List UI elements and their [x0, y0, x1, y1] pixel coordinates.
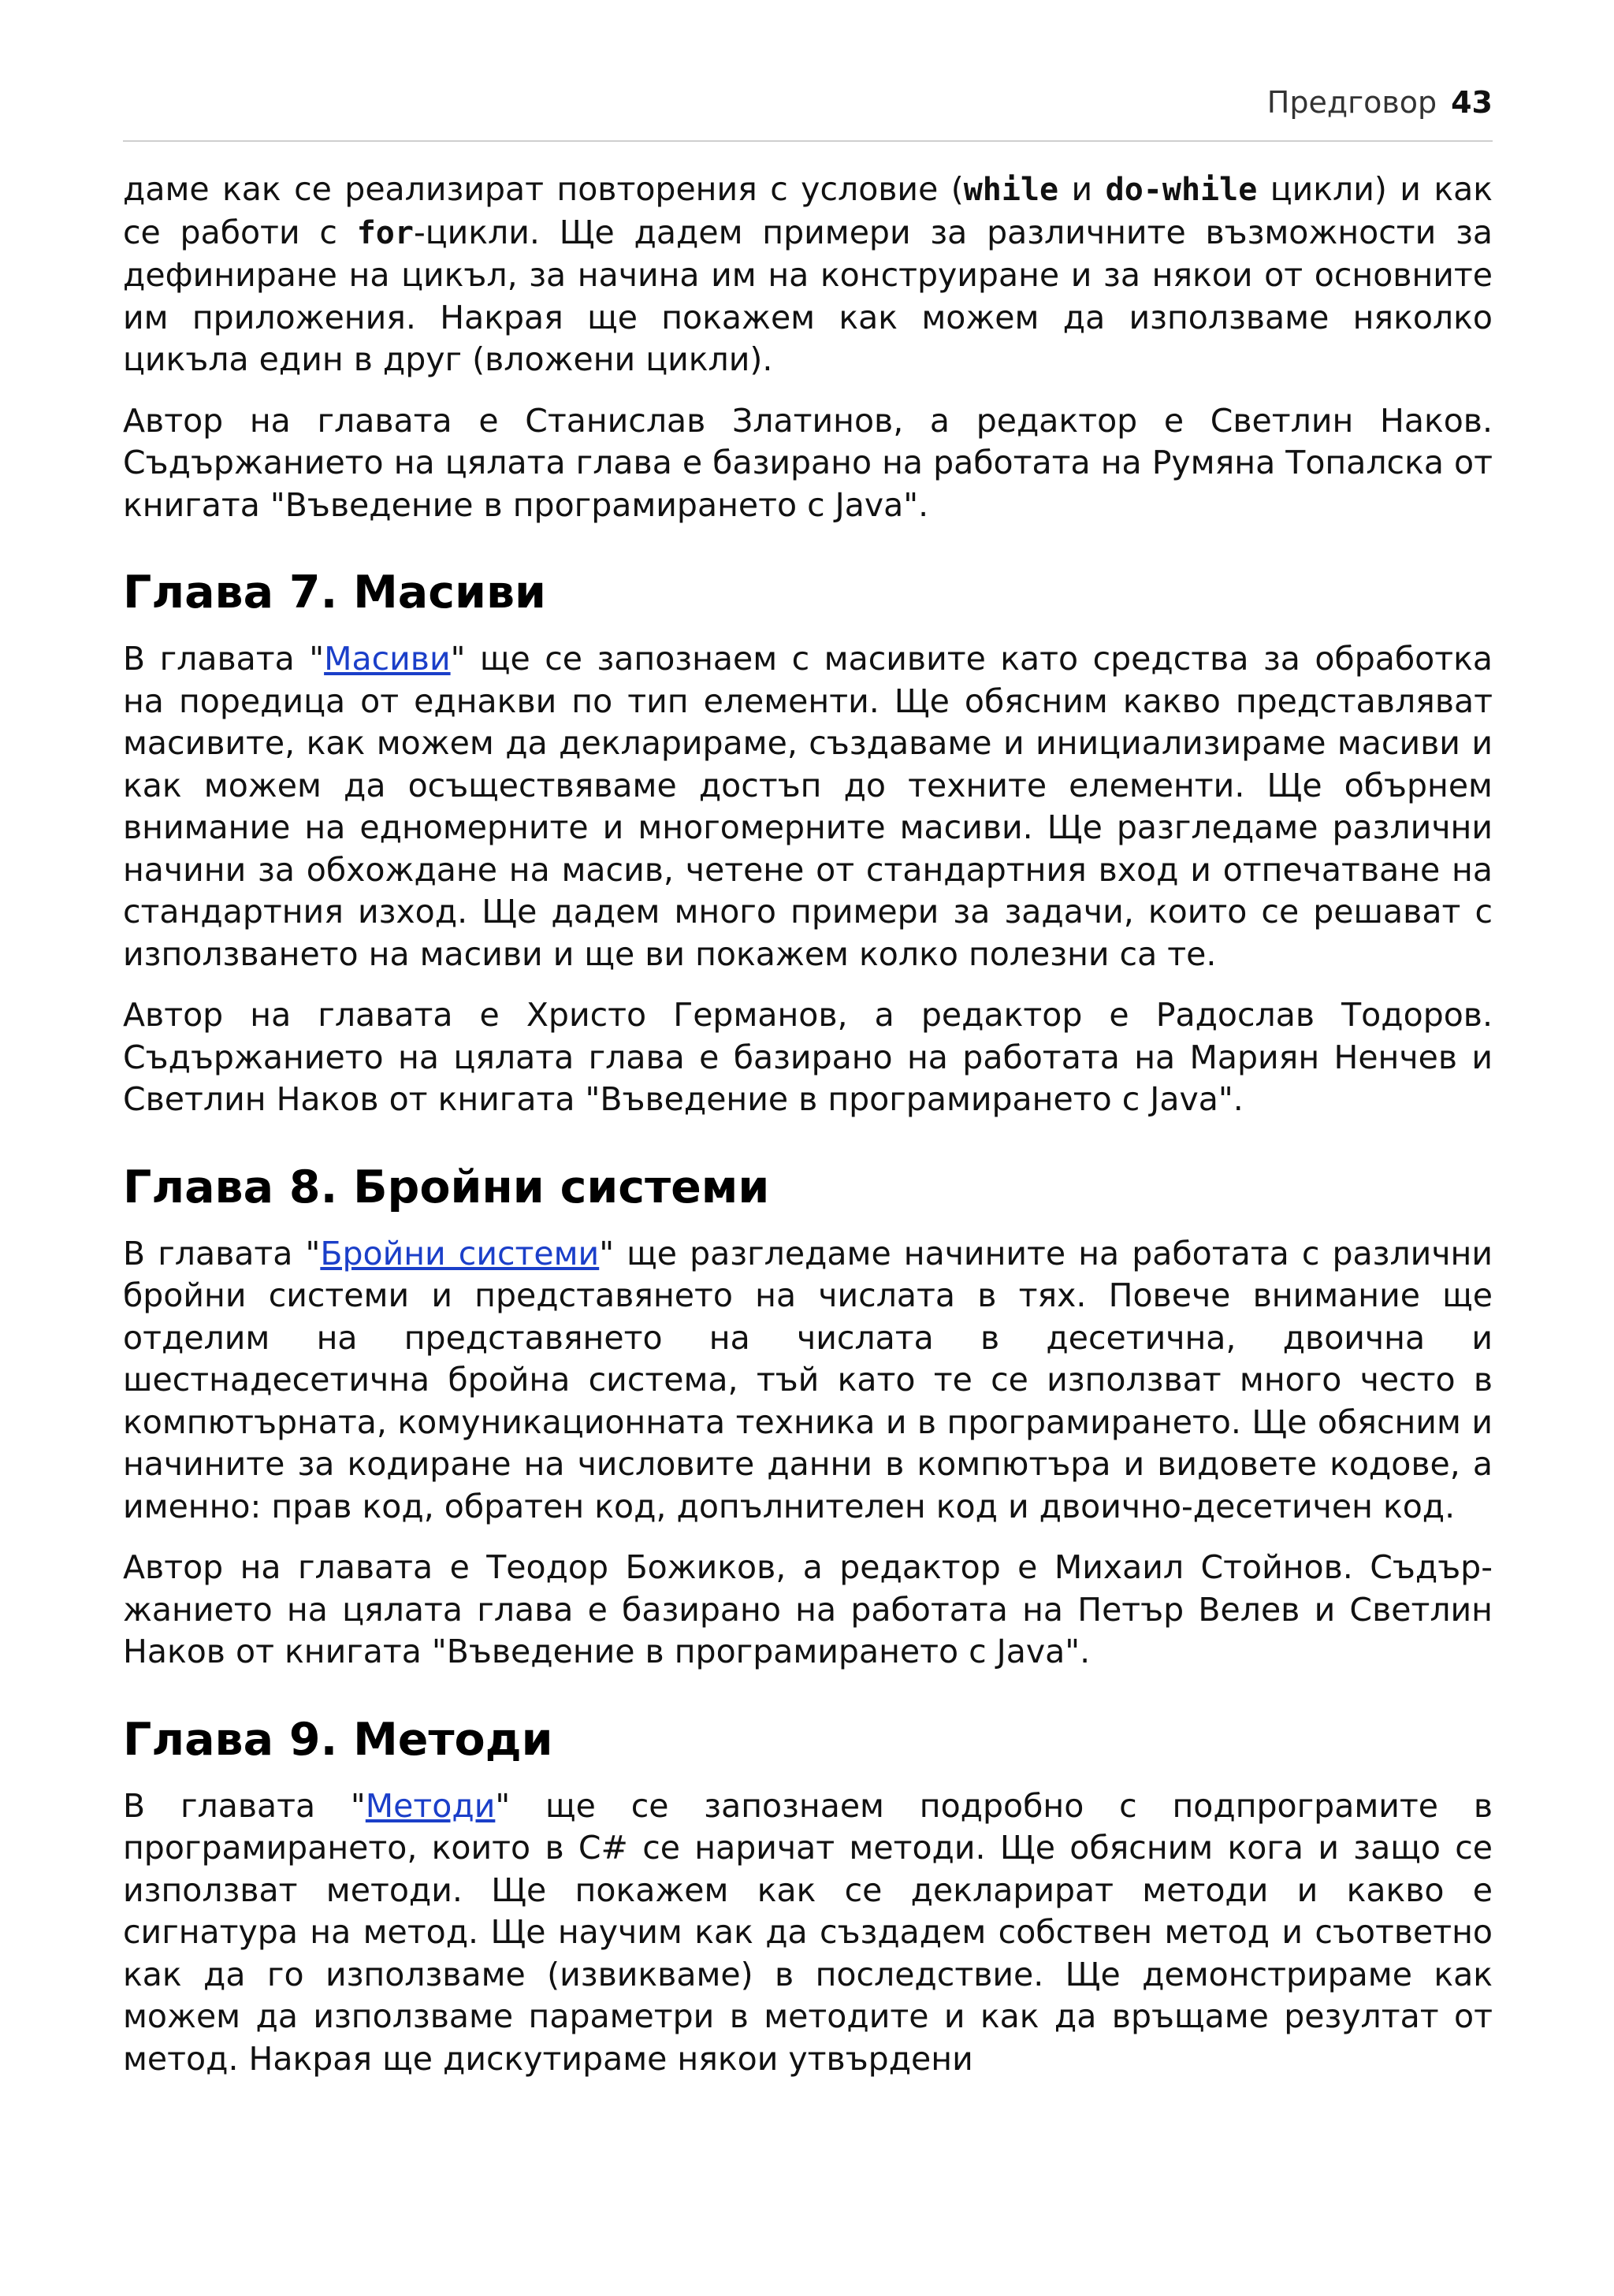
chapter-7-author: Автор на главата е Христо Германов, а редактор е Радослав Тодоров. Съдържанието на цялата глава е базирано на работата на Мариян Ненчев и Светлин Наков от книгата "Въведение в програмирането с Java".: [123, 996, 1493, 1118]
intro-paragraph-author: Автор на главата е Станислав Златинов, а редактор е Светлин Наков. Съдържанието на цялата глава е базирано на работата на Румяна Топалска от книгата "Въведение в програмирането с Java".: [123, 401, 1493, 524]
text-run: В главата ": [123, 1234, 321, 1272]
text-run: " ще се запознаем с масивите като средства за обработка на поредица от еднакви по тип елементи. Ще обясним какво представляват масивите, как можем да декларираме, създаваме и инициализираме масиви и как можем да осъществяваме достъп до техните елементи. Ще обърнем внимание на едномерните и многомерните масиви. Ще разгледаме различни начини за обхождане на масив, четене от стандартния вход и отпечатване на стандартния изход. Ще дадем много примери за задачи, които се решават с използването на масиви и ще ви покажем колко полезни са те.: [123, 640, 1493, 973]
text-run: В главата ": [123, 640, 325, 678]
intro-paragraph-loops: [123, 169, 1493, 381]
chapter-7-heading: Глава 7. Масиви: [123, 567, 546, 619]
text-run: В главата ": [123, 1786, 366, 1825]
chapter-8-link[interactable]: Бройни системи: [320, 1234, 600, 1272]
chapter-8-author: Автор на главата е Теодор Божиков, а редактор е Михаил Стойнов. Съдържанието на цялата глава е базирано на работата на Петър Велев и Светлин Наков от книгата "Въведение в програмирането с Java".: [123, 1548, 1493, 1670]
text-run: -цикли. Ще дадем примери за различните възможности за дефиниране на цикъл, за начина им на конструиране и за някои от основните им приложения. Накрая ще покажем как можем да използваме няколко цикъла един в друг (вложени цикли).: [123, 213, 1493, 378]
page-number: 43: [1451, 85, 1493, 120]
chapter-7-description: [123, 638, 1493, 975]
chapter-9-heading: Глава 9. Методи: [123, 1713, 553, 1766]
code-keyword-do-while: do-while: [1105, 172, 1258, 208]
text-run: и: [1058, 170, 1106, 208]
text-run: " ще се запознаем подробно с подпрограмите в програмирането, които в C# се наричат методи. Ще обясним кога и защо се използват методи. Ще покажем как се декларират методи и какво е сигнатура на метод. Ще научим как да създадем собствен метод и съответно как да го използваме (извикваме) в последствие. Ще демонстрираме как можем да използваме параметри в методите и как да връщаме резултат от метод. Накрая ще дискутираме някои утвърдени: [123, 1786, 1493, 2078]
chapter-8-heading: Глава 8. Бройни системи: [123, 1161, 770, 1213]
text-run: " ще разгледаме начините на работата с различни бройни системи и представянето на числата в тях. Повече внимание ще отделим на представянето на числата в десетична, двоична и шестнадесетична бройна система, тъй като те се използват много често в компютърната, комуникационната техника и в програмирането. Ще обясним и начините за кодиране на числовите данни в компютъра и видовете кодове, а именно: прав код, обратен код, допълнителен код и двоично-десетичен код.: [123, 1234, 1493, 1525]
header-title: Предговор: [1266, 85, 1437, 120]
running-header: [123, 79, 1493, 142]
code-keyword-for: for: [356, 214, 414, 251]
text-run: цикли) и как се работи с: [123, 170, 1493, 251]
chapter-9-link[interactable]: Методи: [365, 1786, 496, 1825]
chapter-9-description: [123, 1785, 1493, 2081]
code-keyword-while: while: [963, 172, 1059, 208]
chapter-7-link[interactable]: Масиви: [324, 640, 451, 678]
page-content: [123, 169, 1493, 2099]
chapter-8-description: [123, 1233, 1493, 1529]
text-run: даме как се реализират повторения с условие (: [123, 170, 964, 208]
